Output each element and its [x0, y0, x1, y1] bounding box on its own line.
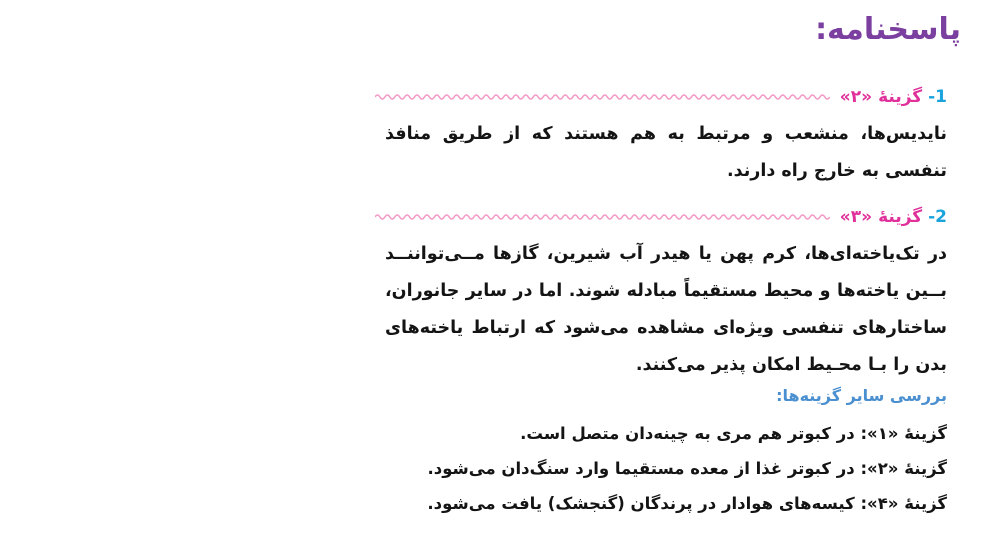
question-1-number: 1- [928, 87, 947, 107]
wavy-divider [375, 92, 830, 102]
question-2-answer-option: گزینۀ «۳» [839, 207, 923, 227]
review-item-2: گزینۀ «۲»: در کبوتر غذا از معده مستقیما وارد سنگ‌دان می‌شود. [427, 459, 947, 478]
question-2-header [375, 204, 947, 230]
review-item-3: گزینۀ «۴»: کیسه‌های هوادار در پرندگان (گنجشک) یافت می‌شود. [427, 494, 947, 513]
page-title: پاسخنامه: [815, 12, 961, 47]
question-1-answer-option: گزینۀ «۲» [839, 87, 923, 107]
question-1-label [840, 87, 947, 107]
question-2-number: 2- [928, 207, 947, 227]
review-item-1: گزینۀ «۱»: در کبوتر هم مری به چینه‌دان متصل است. [520, 424, 947, 443]
question-2-label [840, 207, 947, 227]
wavy-line [375, 215, 830, 219]
question-2-explanation: در تک‌یاخته‌ای‌ها، کرم پهن یا هیدر آب شیرین، گازها مــی‌تواننــد بــین یاخته‌ها و محیط مستقیماً مبادله شوند. اما در سایر جانوران، ساختارهای تنفسی ویژه‌ای مشاهده می‌شود که ارتباط یاخته‌های بدن را بـا محـیط امکان پذیر می‌کنند. [385, 244, 947, 375]
wavy-divider [375, 212, 830, 222]
question-1-explanation: نایدیس‌ها، منشعب و مرتبط به هم هستند که از طریق منافذ تنفسی به خارج راه دارند. [385, 124, 947, 181]
review-heading: بررسی سایر گزینه‌ها: [776, 386, 947, 405]
wavy-line [375, 95, 830, 99]
question-1-header [375, 84, 947, 110]
